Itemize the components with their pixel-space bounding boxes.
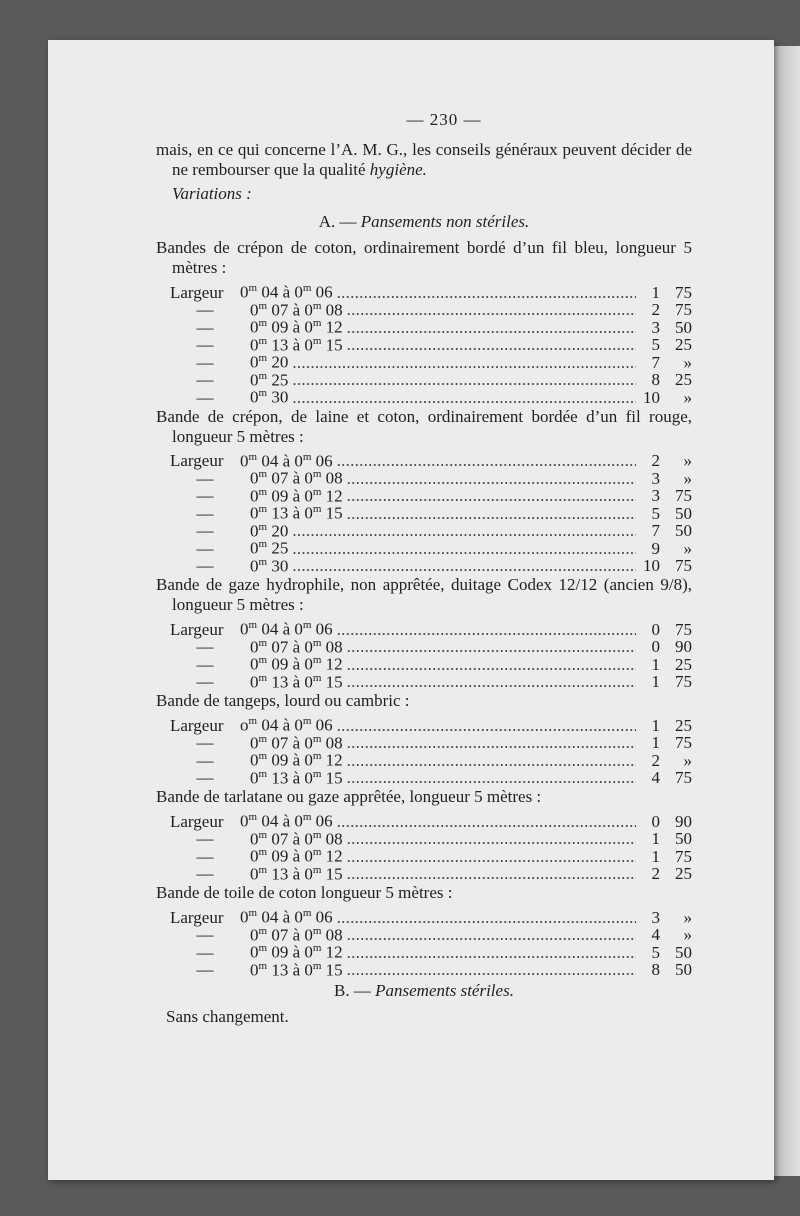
row-price bbox=[640, 556, 692, 576]
price-francs: 5 bbox=[651, 942, 660, 962]
price-francs: 10 bbox=[643, 387, 660, 407]
price-centimes: 75 bbox=[675, 300, 692, 320]
row-lead: Largeur bbox=[170, 907, 224, 927]
price-centimes: » bbox=[683, 538, 692, 558]
row-dimension: 0$^m$ 09 à 0$^m$ 12 bbox=[250, 846, 343, 866]
price-francs: 1 bbox=[651, 654, 660, 674]
row-dimension: 0$^m$ 04 à 0$^m$ 06 bbox=[240, 282, 333, 302]
section-b-title: Pansements stériles. bbox=[375, 981, 514, 1000]
row-lead: — bbox=[196, 960, 214, 980]
price-francs: 1 bbox=[651, 829, 660, 849]
row-dimension: 0$^m$ 04 à 0$^m$ 06 bbox=[240, 907, 333, 927]
row-dimension: 0$^m$ 04 à 0$^m$ 06 bbox=[240, 450, 333, 471]
price-centimes: 90 bbox=[675, 637, 692, 657]
price-francs: 1 bbox=[651, 672, 660, 692]
row-dimension: 0$^m$ 13 à 0$^m$ 15 bbox=[250, 503, 343, 523]
row-lead: — bbox=[196, 942, 214, 962]
price-centimes: 75 bbox=[675, 768, 692, 788]
price-francs: 3 bbox=[651, 317, 660, 337]
row-dimension: 0$^m$ 13 à 0$^m$ 15 bbox=[250, 671, 343, 692]
row-lead: — bbox=[196, 387, 214, 407]
row-dimension: 0$^m$ 20 bbox=[250, 520, 289, 541]
price-francs: 7 bbox=[651, 352, 660, 372]
row-lead: — bbox=[196, 925, 214, 945]
price-centimes: 50 bbox=[675, 503, 692, 523]
price-francs: 3 bbox=[651, 907, 660, 927]
row-lead: — bbox=[196, 654, 214, 674]
row-dimension: 0$^m$ 20 bbox=[250, 352, 289, 372]
price-rows bbox=[170, 903, 692, 980]
row-dimension: 0$^m$ 13 à 0$^m$ 15 bbox=[250, 959, 343, 980]
price-centimes: » bbox=[683, 387, 692, 407]
dot-leader bbox=[347, 960, 636, 980]
row-lead: — bbox=[196, 468, 214, 488]
price-francs: 2 bbox=[651, 451, 660, 471]
price-centimes: » bbox=[683, 451, 692, 471]
price-centimes: 75 bbox=[675, 486, 692, 506]
row-lead: — bbox=[196, 637, 214, 657]
row-lead: — bbox=[196, 352, 214, 372]
price-centimes: 75 bbox=[675, 556, 692, 576]
price-francs: 2 bbox=[651, 864, 660, 884]
price-francs: 1 bbox=[651, 733, 660, 753]
section-a-title: Pansements non stériles. bbox=[360, 212, 530, 231]
price-francs: 1 bbox=[651, 715, 660, 735]
price-row bbox=[170, 278, 692, 302]
price-francs: 2 bbox=[651, 300, 660, 320]
row-lead: — bbox=[196, 521, 214, 541]
row-lead: Largeur bbox=[170, 811, 224, 831]
price-group bbox=[156, 787, 692, 884]
row-dimension: 0$^m$ 07 à 0$^m$ 08 bbox=[250, 828, 343, 849]
row-lead: — bbox=[196, 556, 214, 576]
price-group bbox=[156, 238, 692, 407]
dot-leader bbox=[347, 672, 636, 692]
row-lead: Largeur bbox=[170, 282, 224, 302]
group-heading: Bandes de crépon de coton, ordinairement bordé d’un fil bleu, longueur 5 mètres : bbox=[156, 238, 692, 277]
price-francs: 2 bbox=[651, 750, 660, 770]
dot-leader bbox=[347, 768, 636, 788]
row-dimension: 0$^m$ 09 à 0$^m$ 12 bbox=[250, 750, 343, 770]
row-price bbox=[640, 960, 692, 980]
price-francs: 3 bbox=[651, 486, 660, 506]
price-centimes: 75 bbox=[675, 282, 692, 302]
section-a-letter: A. — bbox=[318, 212, 357, 231]
price-group bbox=[156, 406, 692, 576]
row-dimension: $o^m$ 04 à 0$^m$ 06 bbox=[240, 715, 333, 735]
price-centimes: 50 bbox=[675, 521, 692, 541]
row-lead: — bbox=[196, 750, 214, 770]
group-heading: Bande de crépon, de laine et coton, ordinairement bordée d’un fil rouge, longueur 5 mètres : bbox=[156, 406, 692, 446]
price-centimes: » bbox=[683, 468, 692, 488]
row-price bbox=[640, 388, 692, 408]
price-centimes: 25 bbox=[675, 654, 692, 674]
price-francs: 0 bbox=[651, 637, 660, 657]
row-dimension: 0$^m$ 13 à 0$^m$ 15 bbox=[250, 334, 343, 355]
price-rows bbox=[170, 711, 692, 788]
row-dimension: 0$^m$ 09 à 0$^m$ 12 bbox=[250, 942, 343, 962]
row-price bbox=[640, 672, 692, 692]
price-row bbox=[170, 711, 692, 735]
row-dimension: 0$^m$ 13 à 0$^m$ 15 bbox=[250, 767, 343, 788]
price-centimes: 75 bbox=[675, 619, 692, 639]
price-centimes: 25 bbox=[675, 335, 692, 355]
price-centimes: 75 bbox=[675, 846, 692, 866]
row-lead: — bbox=[196, 768, 214, 788]
price-group bbox=[156, 883, 692, 980]
row-price bbox=[640, 864, 692, 884]
price-rows bbox=[170, 447, 692, 576]
price-row bbox=[170, 447, 692, 471]
price-rows bbox=[170, 278, 692, 407]
variations-label: Variations : bbox=[172, 184, 252, 203]
document-page bbox=[48, 40, 774, 1180]
row-dimension: 0$^m$ 09 à 0$^m$ 12 bbox=[250, 317, 343, 337]
group-heading: Bande de gaze hydrophile, non apprêtée, duitage Codex 12/12 (ancien 9/8), longueur 5 mètres : bbox=[156, 575, 692, 614]
row-price bbox=[640, 768, 692, 788]
section-a-heading bbox=[156, 212, 692, 232]
price-centimes: 25 bbox=[675, 370, 692, 390]
price-francs: 3 bbox=[651, 468, 660, 488]
dot-leader bbox=[292, 388, 636, 408]
dot-leader bbox=[347, 864, 636, 884]
price-francs: 10 bbox=[643, 556, 660, 576]
row-lead: — bbox=[196, 829, 214, 849]
row-lead: — bbox=[196, 370, 214, 390]
price-group bbox=[156, 691, 692, 788]
price-row bbox=[170, 807, 692, 831]
row-lead: — bbox=[196, 335, 214, 355]
price-rows bbox=[170, 615, 692, 692]
row-lead: — bbox=[196, 864, 214, 884]
price-francs: 7 bbox=[651, 521, 660, 541]
closing-text: Sans changement. bbox=[166, 1007, 289, 1026]
price-francs: 1 bbox=[651, 282, 660, 302]
row-lead: — bbox=[196, 672, 214, 692]
price-centimes: 25 bbox=[675, 864, 692, 884]
price-groups bbox=[156, 238, 692, 980]
price-francs: 8 bbox=[651, 960, 660, 980]
row-lead: — bbox=[196, 317, 214, 337]
row-dimension: 0$^m$ 07 à 0$^m$ 08 bbox=[250, 468, 343, 488]
row-dimension: 0$^m$ 13 à 0$^m$ 15 bbox=[250, 863, 343, 884]
row-lead: Largeur bbox=[170, 619, 224, 639]
price-row bbox=[170, 615, 692, 639]
price-centimes: 50 bbox=[675, 829, 692, 849]
row-dimension: 0$^m$ 07 à 0$^m$ 08 bbox=[250, 732, 343, 753]
row-dimension: 0$^m$ 09 à 0$^m$ 12 bbox=[250, 485, 343, 506]
price-centimes: 50 bbox=[675, 942, 692, 962]
price-rows bbox=[170, 807, 692, 884]
row-lead: — bbox=[196, 538, 214, 558]
page-content bbox=[156, 110, 692, 1027]
row-lead: — bbox=[196, 486, 214, 506]
group-heading: Bande de toile de coton longueur 5 mètres : bbox=[156, 883, 453, 902]
price-centimes: 50 bbox=[675, 317, 692, 337]
price-francs: 1 bbox=[651, 846, 660, 866]
row-dimension: 0$^m$ 30 bbox=[250, 387, 289, 407]
row-dimension: 0$^m$ 09 à 0$^m$ 12 bbox=[250, 654, 343, 674]
price-centimes: » bbox=[683, 907, 692, 927]
price-francs: 0 bbox=[651, 619, 660, 639]
price-centimes: 90 bbox=[675, 811, 692, 831]
price-centimes: 50 bbox=[675, 960, 692, 980]
price-francs: 0 bbox=[651, 811, 660, 831]
price-francs: 4 bbox=[651, 925, 660, 945]
row-lead: Largeur bbox=[170, 451, 224, 471]
row-dimension: 0$^m$ 30 bbox=[250, 555, 289, 576]
row-dimension: 0$^m$ 04 à 0$^m$ 06 bbox=[240, 811, 333, 831]
section-b-letter: B. — bbox=[334, 981, 371, 1000]
group-heading: Bande de tangeps, lourd ou cambric : bbox=[156, 691, 410, 710]
row-lead: — bbox=[196, 733, 214, 753]
price-centimes: 75 bbox=[675, 672, 692, 692]
row-dimension: 0$^m$ 07 à 0$^m$ 08 bbox=[250, 636, 343, 657]
row-dimension: 0$^m$ 25 bbox=[250, 369, 289, 390]
row-dimension: 0$^m$ 07 à 0$^m$ 08 bbox=[250, 299, 343, 320]
price-francs: 5 bbox=[651, 503, 660, 523]
row-dimension: 0$^m$ 07 à 0$^m$ 08 bbox=[250, 924, 343, 945]
price-centimes: 25 bbox=[675, 715, 692, 735]
row-lead: Largeur bbox=[170, 715, 224, 735]
intro-paragraph: mais, en ce qui concerne l’A. M. G., les conseils généraux peuvent décider de ne rembourser que la qualité hygiène. bbox=[156, 140, 692, 179]
price-centimes: 75 bbox=[675, 733, 692, 753]
row-dimension: 0$^m$ 25 bbox=[250, 538, 289, 558]
row-dimension: 0$^m$ 04 à 0$^m$ 06 bbox=[240, 619, 333, 639]
price-centimes: » bbox=[683, 750, 692, 770]
price-francs: 4 bbox=[651, 768, 660, 788]
section-b-heading bbox=[156, 981, 692, 1001]
row-lead: — bbox=[196, 503, 214, 523]
page-number: — 230 — bbox=[406, 110, 482, 129]
price-francs: 9 bbox=[651, 538, 660, 558]
price-francs: 8 bbox=[651, 370, 660, 390]
price-group bbox=[156, 575, 692, 692]
page-edge bbox=[774, 46, 800, 1176]
row-lead: — bbox=[196, 300, 214, 320]
price-francs: 5 bbox=[651, 335, 660, 355]
group-heading: Bande de tarlatane ou gaze apprêtée, longueur 5 mètres : bbox=[156, 787, 542, 806]
row-lead: — bbox=[196, 846, 214, 866]
dot-leader bbox=[292, 556, 636, 576]
price-centimes: » bbox=[683, 925, 692, 945]
price-row bbox=[170, 903, 692, 927]
price-centimes: » bbox=[683, 352, 692, 372]
